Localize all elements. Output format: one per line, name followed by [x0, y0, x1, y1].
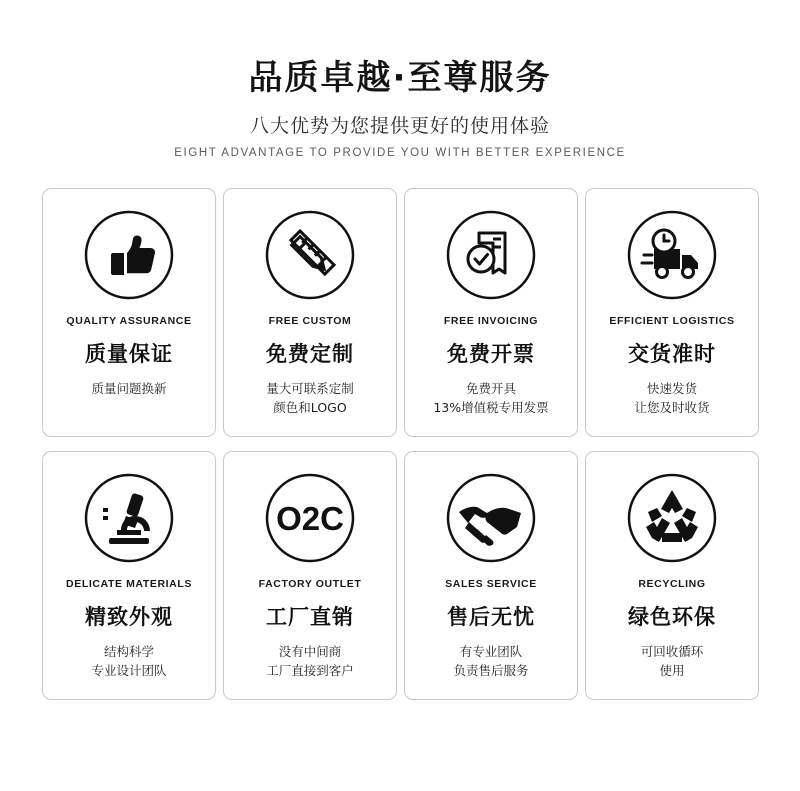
advantage-description [641, 642, 704, 681]
svg-text:O2C: O2C [276, 500, 344, 537]
advantage-description [453, 642, 528, 681]
advantage-description-line: 有专业团队 [459, 644, 523, 659]
advantage-description-line: 快速发货 [646, 381, 697, 396]
advantage-description-line: 负责售后服务 [453, 663, 529, 679]
advantage-card [585, 451, 759, 700]
header [0, 0, 800, 159]
invoice-check-icon [443, 207, 539, 303]
advantage-description-line: 颜色和LOGO [273, 400, 347, 416]
page-subtitle: 八大优势为您提供更好的使用体验 [249, 114, 550, 137]
advantage-card [223, 451, 397, 700]
advantage-label-en: RECYCLING [638, 578, 706, 590]
advantage-description-line: 专业设计团队 [91, 663, 167, 679]
ruler-pencil-icon [262, 207, 358, 303]
microscope-icon [81, 470, 177, 566]
advantage-description [91, 642, 166, 681]
advantage-label-cn: 质量保证 [85, 342, 173, 366]
advantage-card [223, 188, 397, 437]
advantage-description-line: 量大可联系定制 [266, 381, 354, 396]
advantage-description-line: 让您及时收货 [634, 400, 710, 416]
advantage-card [404, 188, 578, 437]
page-subtitle-english: EIGHT ADVANTAGE TO PROVIDE YOU WITH BETTER EXPERIENCE [174, 146, 626, 159]
advantage-label-en: FREE CUSTOM [268, 315, 352, 327]
advantage-description-line: 工厂直接到客户 [266, 663, 354, 679]
advantage-description [634, 379, 709, 418]
recycling-icon [624, 470, 720, 566]
advantage-description [433, 379, 548, 418]
thumbs-up-icon [81, 207, 177, 303]
advantage-description-line: 使用 [659, 663, 685, 679]
advantage-label-cn: 售后无忧 [447, 605, 535, 629]
advantage-description [266, 379, 354, 418]
advantage-card [42, 188, 216, 437]
advantage-label-cn: 绿色环保 [628, 605, 716, 629]
advantage-description [91, 379, 166, 398]
advantage-card-grid [42, 188, 758, 700]
advantage-label-cn: 精致外观 [85, 605, 173, 629]
handshake-icon [443, 470, 539, 566]
delivery-truck-clock-icon [624, 207, 720, 303]
advantage-label-cn: 交货准时 [628, 342, 716, 366]
advantage-description-line: 13%增值税专用发票 [433, 400, 549, 416]
advantage-label-cn: 免费定制 [266, 342, 354, 366]
o2c-text-icon [262, 470, 358, 566]
advantage-label-en: DELICATE MATERIALS [66, 578, 192, 590]
page-title: 品质卓越·至尊服务 [248, 58, 552, 98]
advantage-card [42, 451, 216, 700]
advantage-description-line: 没有中间商 [278, 644, 342, 659]
advantage-description [266, 642, 354, 681]
advantage-label-en: QUALITY ASSURANCE [66, 315, 192, 327]
advantage-description-line: 结构科学 [103, 644, 154, 659]
advantage-label-cn: 免费开票 [447, 342, 535, 366]
advantage-card [585, 188, 759, 437]
advantage-description-line: 可回收循环 [640, 644, 704, 659]
advantage-label-en: FACTORY OUTLET [258, 578, 362, 590]
advantage-card [404, 451, 578, 700]
advantage-label-cn: 工厂直销 [266, 605, 354, 629]
advantage-label-en: EFFICIENT LOGISTICS [609, 315, 735, 327]
advantage-label-en: SALES SERVICE [445, 578, 537, 590]
advantage-description-line: 质量问题换新 [91, 381, 167, 396]
advantage-label-en: FREE INVOICING [443, 315, 539, 327]
advantage-description-line: 免费开具 [465, 381, 516, 396]
